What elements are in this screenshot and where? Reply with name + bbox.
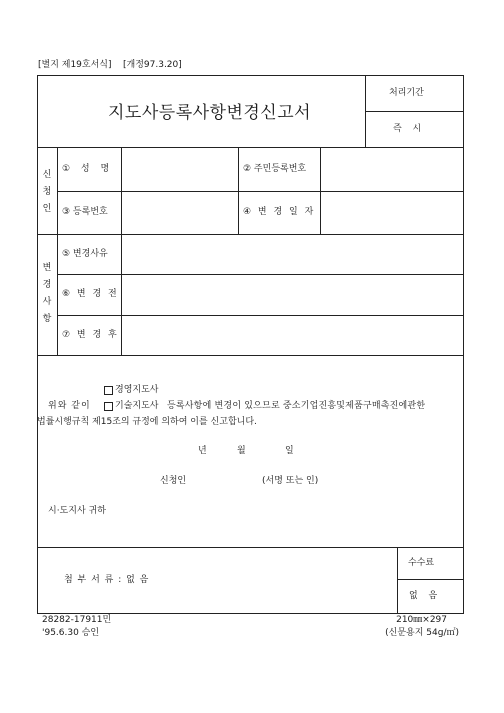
fee-label: 수수료 [408,558,435,568]
changes-section-label: 변경사항 [42,263,52,324]
attachments-label: 첨 부 서 류 : 없 음 [64,575,150,585]
change-date-label: ④ 변 경 일 자 [243,207,316,217]
processing-period-value: 즉 시 [393,124,426,134]
name-field[interactable] [123,149,236,189]
declaration-text-line2: 법률시행규칙 제15조의 규정에 의하여 이를 신고합니다. [37,417,257,427]
change-reason-label: ⑤ 변경사유 [62,249,108,259]
addressee: 시·도지사 귀하 [48,506,106,516]
fee-value: 없 음 [409,591,442,601]
paper-size: 210㎜×297 [396,615,447,625]
change-date-field[interactable] [322,193,460,232]
applicant-signature-field[interactable] [192,473,258,489]
before-change-label: ⑥ 변 경 전 [62,289,119,299]
registration-number-label: ③ 등록번호 [62,207,108,217]
change-reason-field[interactable] [123,236,460,272]
technical-consultant-checkbox[interactable] [104,402,113,411]
applicant-signer-label: 신청인 [160,476,187,486]
day-label: 일 [285,446,294,456]
after-change-field[interactable] [123,317,460,353]
month-label: 월 [237,446,246,456]
resident-number-field[interactable] [322,149,460,189]
management-consultant-checkbox[interactable] [104,386,113,395]
declaration-intro: 위와 같이 [48,401,91,411]
technical-consultant-option: 기술지도사 [115,401,159,411]
approval-date: '95.6.30 승인 [42,628,100,638]
declaration-text-line1: 등록사항에 변경이 있으므로 중소기업진흥및제품구매촉진에관한 [167,401,426,411]
year-label: 년 [198,446,207,456]
signature-or-seal: (서명 또는 인) [262,476,319,486]
after-change-label: ⑦ 변 경 후 [62,330,119,340]
revision-date: [개정97.3.20] [123,60,182,70]
applicant-section-label: 신청인 [42,170,52,214]
form-reference: [별지 제19호서식] [38,60,112,70]
processing-period-label: 처리기간 [389,88,424,98]
form-title: 지도사등록사항변경신고서 [108,103,312,123]
registration-number-field[interactable] [123,193,236,232]
resident-number-label: ② 주민등록번호 [243,164,307,174]
name-label: ① 성 명 [62,164,114,174]
before-change-field[interactable] [123,276,460,313]
paper-type: (신문용지 54g/㎡) [385,628,459,638]
form-code: 28282-17911민 [42,615,112,625]
management-consultant-option: 경영지도사 [115,385,159,395]
